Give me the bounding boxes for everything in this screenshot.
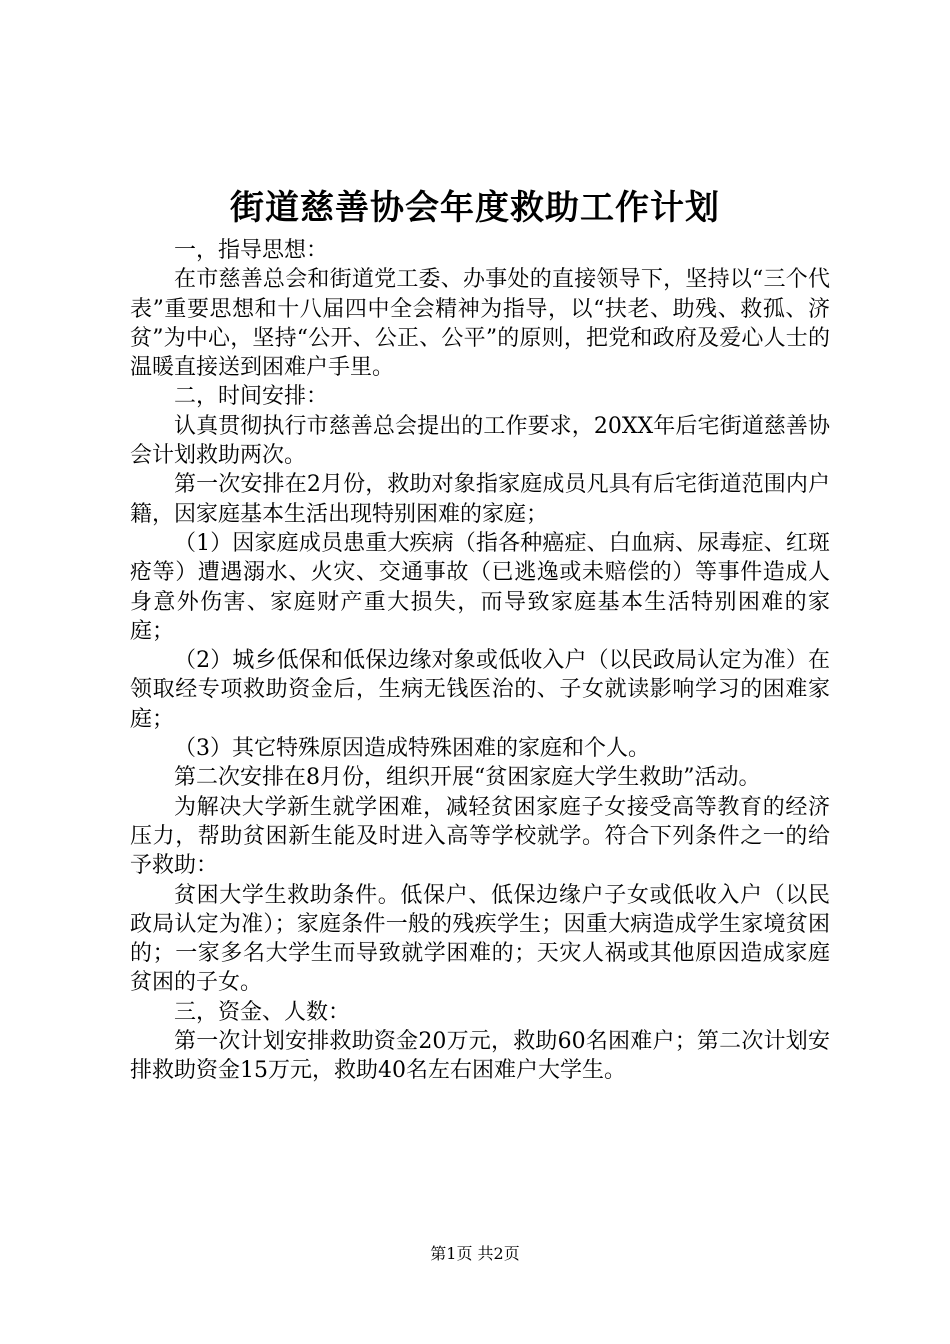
- document-title: 街道慈善协会年度救助工作计划: [230, 188, 720, 228]
- paragraph-student-aid-conditions: 贫困大学生救助条件。低保户、低保边缘户子女或低收入户（以民政局认定为准）；家庭条件一般的残疾学生；因重大病造成学生家境贫困的；一家多名大学生而导致就学困难的；天灾人祸或其他原因造成家庭贫困的子女。: [130, 882, 830, 996]
- paragraph-funds-body: 第一次计划安排救助资金20万元，救助60名困难户；第二次计划安排救助资金15万元，救助40名左右困难户大学生。: [130, 1029, 830, 1084]
- paragraph-condition-2: （2）城乡低保和低保边缘对象或低收入户（以民政局认定为准）在领取经专项救助资金后，生病无钱医治的、子女就读影响学习的困难家庭；: [130, 648, 830, 732]
- paragraph-second-arrangement: 第二次安排在8月份，组织开展“贫困家庭大学生救助”活动。: [174, 765, 761, 791]
- paragraph-condition-1: （1）因家庭成员患重大疾病（指各种癌症、白血病、尿毒症、红斑疮等）遭遇溺水、火灾、交通事故（已逃逸或未赔偿的）等事件造成人身意外伤害、家庭财产重大损失，而导致家庭基本生活特别困难的家庭；: [130, 530, 830, 644]
- document-page: [130, 180, 830, 1086]
- page-number-footer: 第1页 共2页: [430, 1244, 520, 1263]
- paragraph-schedule-intro: 认真贯彻执行市慈善总会提出的工作要求，20XX年后宅街道慈善协会计划救助两次。: [130, 413, 830, 469]
- section-heading-funds: 三，资金、人数：: [174, 999, 351, 1025]
- paragraph-guiding-thought-body: 在市慈善总会和街道党工委、办事处的直接领导下，坚持以“三个代表”重要思想和十八届四中全会精神为指导，以“扶老、助残、救孤、济贫”为中心，坚持“公开、公正、公平”的原则，把党和政府及爱心人士的温暖直接送到困难户手里。: [130, 267, 830, 381]
- paragraph-student-aid-purpose: 为解决大学新生就学困难，减轻贫困家庭子女接受高等教育的经济压力，帮助贫困新生能及时进入高等学校就学。符合下列条件之一的给予救助：: [130, 794, 830, 879]
- paragraph-condition-3: （3）其它特殊原因造成特殊困难的家庭和个人。: [174, 736, 650, 762]
- paragraph-first-arrangement: 第一次安排在2月份，救助对象指家庭成员凡具有后宅街道范围内户籍，因家庭基本生活出现特别困难的家庭；: [130, 472, 830, 527]
- section-heading-guiding-thought: 一，指导思想：: [174, 238, 329, 263]
- section-heading-schedule: 二，时间安排：: [174, 384, 329, 410]
